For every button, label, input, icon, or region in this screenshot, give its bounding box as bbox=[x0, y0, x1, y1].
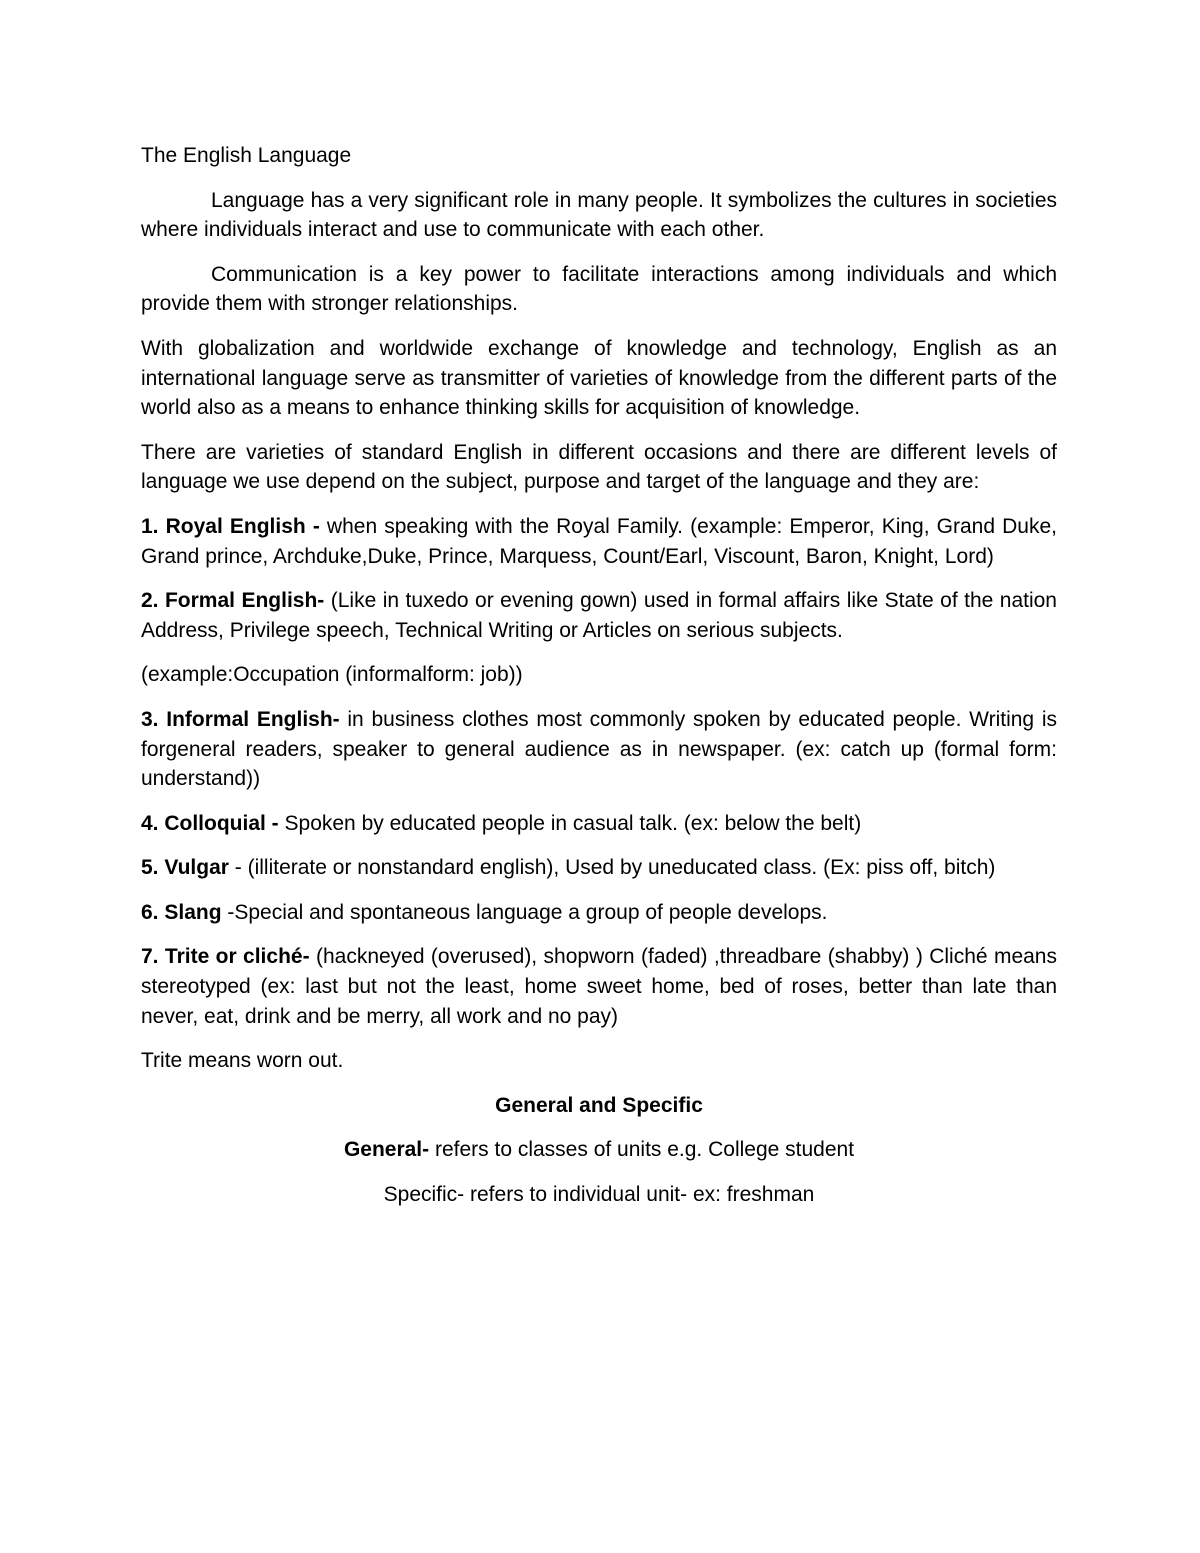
list-item-label: 5. Vulgar bbox=[141, 856, 229, 880]
list-item-formal-english bbox=[141, 586, 1057, 645]
document-page bbox=[141, 141, 1057, 1225]
section-heading bbox=[141, 1091, 1057, 1121]
list-item-label: 4. Colloquial - bbox=[141, 811, 279, 835]
trite-note: Trite means worn out. bbox=[141, 1049, 344, 1073]
paragraph-language-role: Language has a very significant role in many people. It symbolizes the cultures in societies where individuals interact and use to communicate with each other. bbox=[141, 188, 1057, 242]
formal-example: (example:Occupation (informalform: job)) bbox=[141, 663, 523, 687]
general-definition bbox=[141, 1135, 1057, 1165]
list-item-label: 2. Formal English- bbox=[141, 589, 325, 613]
paragraph-globalization: With globalization and worldwide exchange of knowledge and technology, English as an international language serve as transmitter of varieties of knowledge from the different parts of the world also as a means to enhance thinking skills for acquisition of knowledge. bbox=[141, 336, 1057, 420]
list-item-text: - (illiterate or nonstandard english), Used by uneducated class. (Ex: piss off, bitch) bbox=[228, 856, 996, 880]
list-item-colloquial bbox=[141, 809, 1057, 839]
list-item-label: 7. Trite or cliché- bbox=[141, 945, 310, 969]
list-item-royal-english bbox=[141, 512, 1057, 571]
list-item-text: when speaking with the Royal Family. (example: Emperor, King, Grand Duke, Grand prince, Archduke,Duke, Prince, Marquess, Count/Earl, Viscount, Baron, Knight, Lord) bbox=[141, 514, 1057, 568]
list-item-text: (Like in tuxedo or evening gown) used in formal affairs like State of the nation Address, Privilege speech, Technical Writing or Articles on serious subjects. bbox=[141, 589, 1057, 642]
list-item-trite-cliche bbox=[141, 942, 1057, 1031]
list-item-label: 3. Informal English- bbox=[141, 707, 340, 731]
list-item-text: Spoken by educated people in casual talk. (ex: below the belt) bbox=[278, 811, 862, 835]
list-item-label: 6. Slang bbox=[141, 900, 222, 924]
list-item-label: 1. Royal English - bbox=[141, 514, 320, 538]
list-item-text: (hackneyed (overused), shopworn (faded) ,threadbare (shabby) ) Cliché means stereotyped (ex: last but not the least, home sweet home, bed of roses, better than late than never, eat, drink and be merry, all work and no pay) bbox=[141, 945, 1057, 1028]
general-text: refers to classes of units e.g. College student bbox=[429, 1138, 855, 1162]
general-label: General- bbox=[343, 1138, 430, 1162]
paragraph-varieties-intro: There are varieties of standard English in different occasions and there are different levels of language we use depend on the subject, purpose and target of the language and they are: bbox=[141, 440, 1057, 494]
document-title: The English Language bbox=[141, 144, 352, 167]
section-heading-text: General and Specific bbox=[495, 1093, 703, 1117]
list-item-informal-english bbox=[141, 705, 1057, 794]
list-item-vulgar bbox=[141, 853, 1057, 883]
paragraph-communication: Communication is a key power to facilitate interactions among individuals and which provide them with stronger relationships. bbox=[141, 262, 1057, 316]
list-item-text: in business clothes most commonly spoken by educated people. Writing is forgeneral readers, speaker to general audience as in newspaper. (ex: catch up (formal form: understand)) bbox=[141, 707, 1057, 791]
list-item-text: -Special and spontaneous language a group of people develops. bbox=[221, 900, 828, 924]
specific-definition: Specific- refers to individual unit- ex: freshman bbox=[383, 1183, 815, 1207]
list-item-slang bbox=[141, 898, 1057, 928]
